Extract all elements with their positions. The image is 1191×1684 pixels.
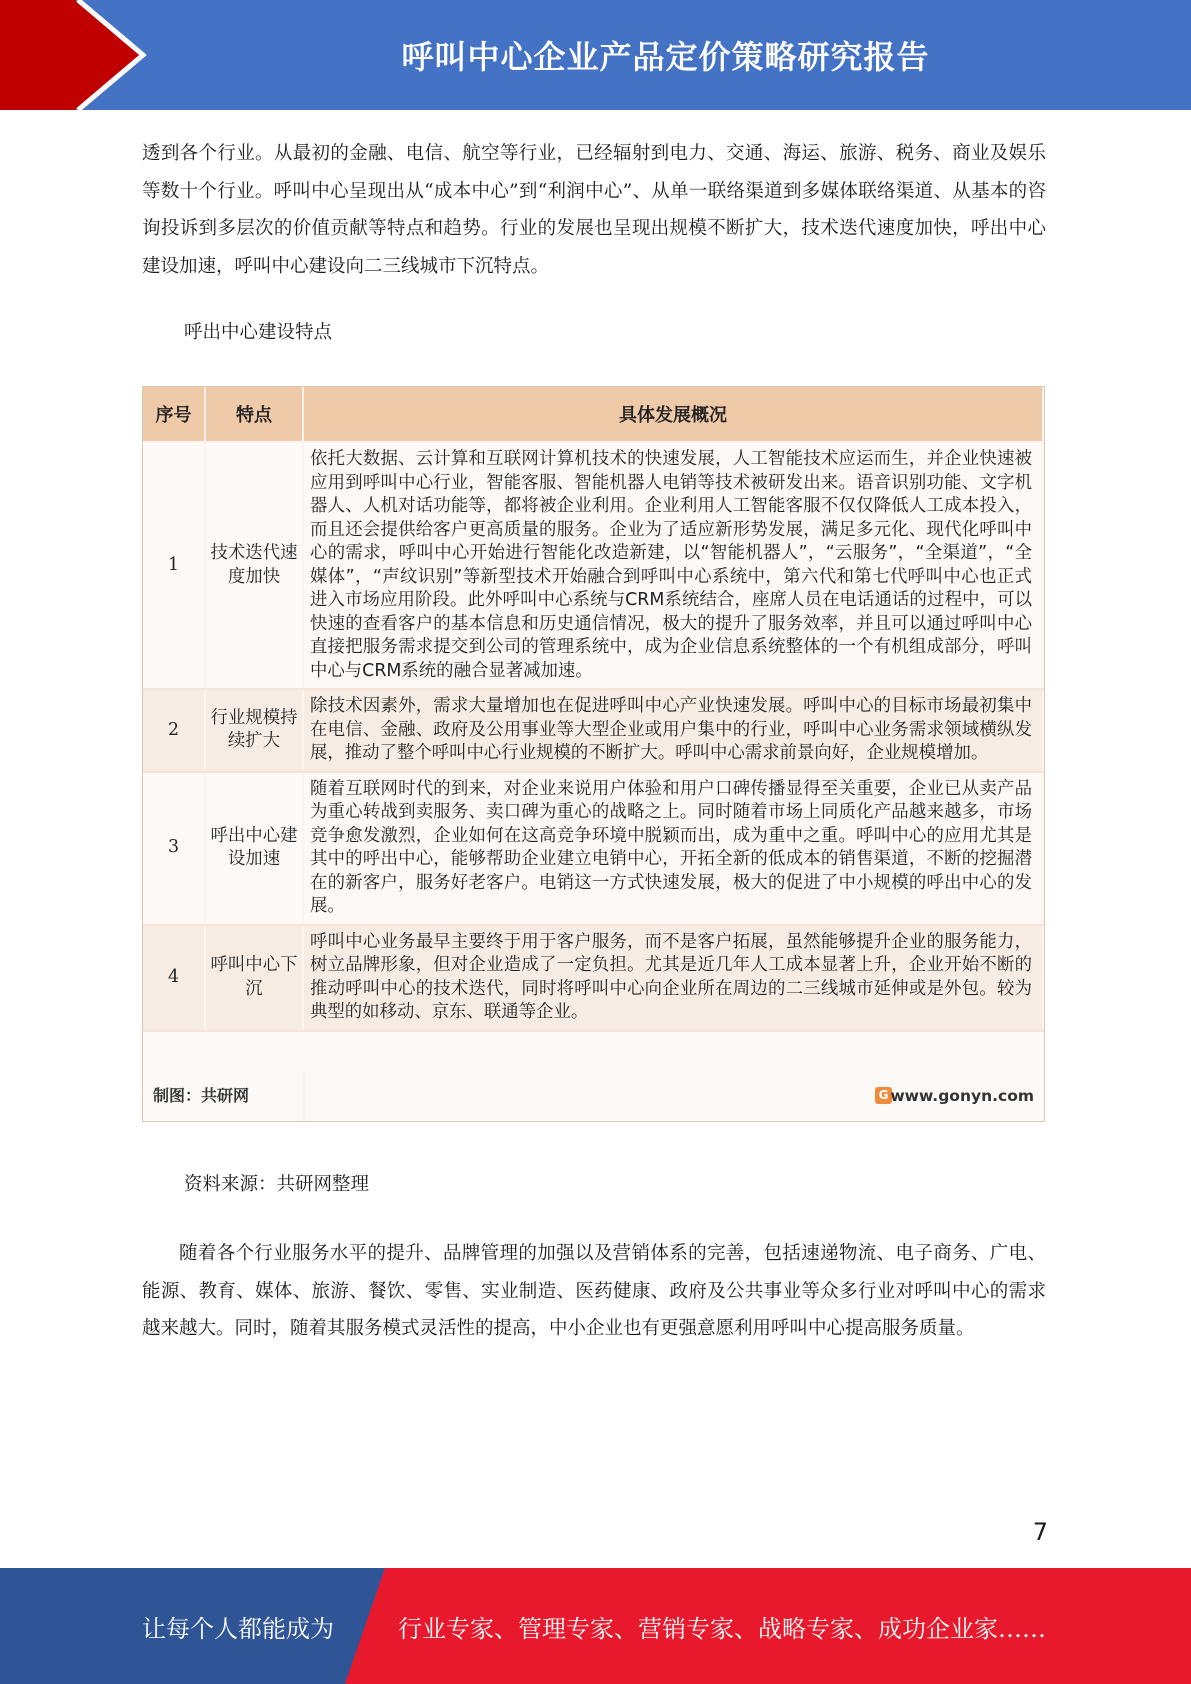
page-footer [0, 1568, 1191, 1684]
row-description: 随着互联网时代的到来，对企业来说用户体验和用户口碑传播显得至关重要，企业已从卖产品为重心转战到卖服务、卖口碑为重心的战略之上。同时随着市场上同质化产品越来越多，市场竞争愈发激烈，企业如何在这高竞争环境中脱颖而出，成为重中之重。呼叫中心的应用尤其是其中的呼出中心，能够帮助企业建立电销中心，开拓全新的低成本的销售渠道，不断的挖掘潜在的新客户，服务好老客户。电销这一方式快速发展，极大的促进了中小规模的呼出中心的发展。 [303, 772, 1043, 925]
data-source: 资料来源：共研网整理 [184, 1174, 370, 1195]
row-feature: 行业规模持续扩大 [205, 689, 303, 772]
page-number: 7 [1032, 1518, 1048, 1546]
row-feature: 技术迭代速度加快 [205, 442, 303, 689]
site-url: www.gonyn.com [890, 1087, 1034, 1105]
footer-slogan-right: 行业专家、管理专家、营销专家、战略专家、成功企业家…… [398, 1614, 1046, 1643]
table-caption: 呼出中心建设特点 [184, 322, 333, 343]
gonyn-logo-icon: G [875, 1087, 892, 1104]
table-footer [143, 1073, 1044, 1121]
table-row [143, 772, 1043, 925]
footer-divider [303, 1073, 305, 1121]
row-number: 1 [143, 442, 205, 689]
row-feature: 呼叫中心下沉 [205, 925, 303, 1031]
table-row [143, 689, 1043, 772]
footer-slogan-left: 让每个人都能成为 [142, 1614, 334, 1643]
table-row [143, 925, 1043, 1031]
body-paragraph-1: 透到各个行业。从最初的金融、电信、航空等行业，已经辐射到电力、交通、海运、旅游、税务、商业及娱乐等数十个行业。呼叫中心呈现出从“成本中心”到“利润中心”、从单一联络渠道到多媒体联络渠道、从基本的咨询投诉到多层次的价值贡献等特点和趋势。行业的发展也呈现出规模不断扩大，技术迭代速度加快，呼出中心建设加速，呼叫中心建设向二三线城市下沉特点。 [142, 143, 1046, 277]
header-number: 序号 [143, 387, 205, 442]
page-header [0, 0, 1191, 110]
table-grid [143, 387, 1044, 1032]
row-description: 除技术因素外，需求大量增加也在促进呼叫中心产业快速发展。呼叫中心的目标市场最初集中在电信、金融、政府及公用事业等大型企业或用户集中的行业，呼叫中心业务需求领域横纵发展，推动了整个呼叫中心行业规模的不断扩大。呼叫中心需求前景向好，企业规模增加。 [303, 689, 1043, 772]
row-number: 3 [143, 772, 205, 925]
chart-credit: 制图：共研网 [153, 1086, 250, 1105]
row-feature: 呼出中心建设加速 [205, 772, 303, 925]
row-number: 2 [143, 689, 205, 772]
body-paragraph-2: 随着各个行业服务水平的提升、品牌管理的加强以及营销体系的完善，包括速递物流、电子商务、广电、能源、教育、媒体、旅游、餐饮、零售、实业制造、医药健康、政府及公共事业等众多行业对呼叫中心的需求越来越大。同时，随着其服务模式灵活性的提高，中小企业也有更强意愿利用呼叫中心提高服务质量。 [142, 1243, 1046, 1339]
header-feature: 特点 [205, 387, 303, 442]
table-header-row [143, 387, 1043, 442]
row-description: 呼叫中心业务最早主要终于用于客户服务，而不是客户拓展，虽然能够提升企业的服务能力，树立品牌形象，但对企业造成了一定负担。尤其是近几年人工成本显著上升，企业开始不断的推动呼叫中心的技术迭代，同时将呼叫中心向企业所在周边的二三线城市延伸或是外包。较为典型的如移动、京东、联通等企业。 [303, 925, 1043, 1031]
row-description: 依托大数据、云计算和互联网计算机技术的快速发展，人工智能技术应运而生，并企业快速被应用到呼叫中心行业，智能客服、智能机器人电销等技术被研发出来。语音识别功能、文字机器人、人机对话功能等，都将被企业利用。企业利用人工智能客服不仅仅降低人工成本投入，而且还会提供给客户更高质量的服务。企业为了适应新形势发展，满足多元化、现代化呼叫中心的需求，呼叫中心开始进行智能化改造新建，以“智能机器人”，“云服务”，“全渠道”，“全媒体”，“声纹识别”等新型技术开始融合到呼叫中心系统中，第六代和第七代呼叫中心也正式进入市场应用阶段。此外呼叫中心系统与CRM系统结合，座席人员在电话通话的过程中，可以快速的查看客户的基本信息和历史通信情况，极大的提升了服务效率，并且可以通过呼叫中心直接把服务需求提交到公司的管理系统中，成为企业信息系统整体的一个有机组成部分，呼叫中心与CRM系统的融合显著减加速。 [303, 442, 1043, 689]
characteristics-table [142, 386, 1045, 1122]
row-number: 4 [143, 925, 205, 1031]
header-description: 具体发展概况 [303, 387, 1043, 442]
report-title: 呼叫中心企业产品定价策略研究报告 [401, 38, 930, 76]
table-row [143, 442, 1043, 689]
